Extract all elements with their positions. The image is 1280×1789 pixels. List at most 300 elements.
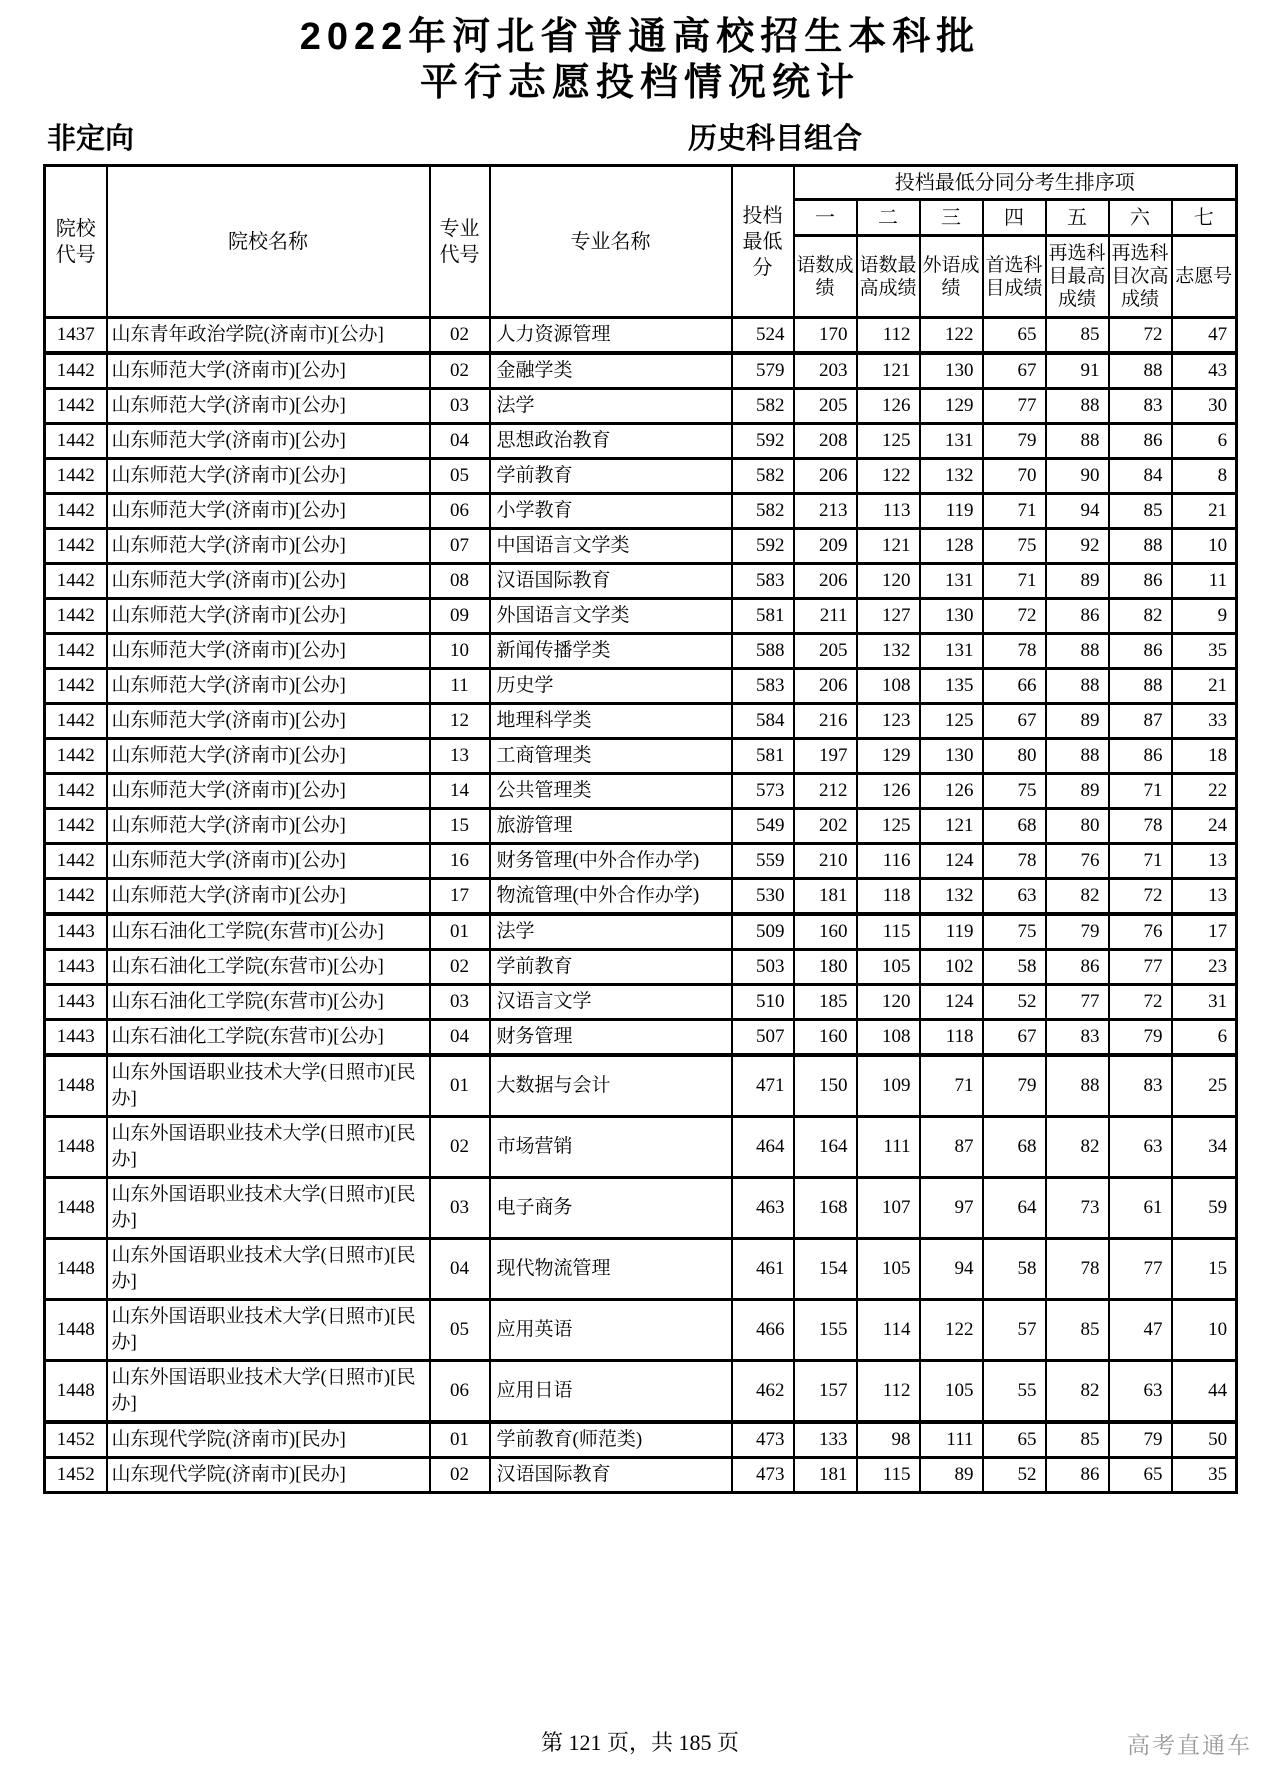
page-title-line2: 平行志愿投档情况统计 [419,62,860,104]
reselect-subject-max-score-cell: 88 [1046,424,1109,459]
school-name-cell: 山东师范大学(济南市)[公办] [107,389,430,424]
school-name-cell: 山东现代学院(济南市)[民办] [107,1458,430,1493]
chinese-math-max-score-cell: 123 [857,704,920,739]
reselect-subject-max-score-cell: 73 [1046,1178,1109,1239]
first-choice-subject-score-cell: 80 [983,739,1046,774]
chinese-math-score-cell: 216 [794,704,857,739]
header-min-score: 投档最低分 [732,166,794,318]
reselect-subject-second-score-cell: 63 [1109,1361,1172,1423]
first-choice-subject-score-cell: 65 [983,318,1046,354]
school-code-cell: 1448 [45,1300,107,1361]
foreign-lang-score-cell: 130 [920,739,983,774]
preference-number-cell: 21 [1172,669,1237,704]
chinese-math-score-cell: 197 [794,739,857,774]
chinese-math-max-score-cell: 129 [857,739,920,774]
chinese-math-score-cell: 168 [794,1178,857,1239]
chinese-math-score-cell: 205 [794,389,857,424]
school-code-cell: 1442 [45,774,107,809]
school-name-cell: 山东师范大学(济南市)[公办] [107,809,430,844]
preference-number-cell: 24 [1172,809,1237,844]
school-name-cell: 山东石油化工学院(东营市)[公办] [107,985,430,1020]
min-score-cell: 461 [732,1239,794,1300]
chinese-math-max-score-cell: 121 [857,529,920,564]
min-score-cell: 583 [732,669,794,704]
school-code-cell: 1443 [45,985,107,1020]
reselect-subject-max-score-cell: 86 [1046,1458,1109,1493]
page-title [0,0,1280,106]
reselect-subject-second-score-cell: 72 [1109,879,1172,915]
header-school-code: 院校代号 [45,166,107,318]
first-choice-subject-score-cell: 68 [983,809,1046,844]
reselect-subject-max-score-cell: 89 [1046,774,1109,809]
chinese-math-max-score-cell: 109 [857,1055,920,1117]
school-name-cell: 山东师范大学(济南市)[公办] [107,844,430,879]
preference-number-cell: 15 [1172,1239,1237,1300]
major-code-cell: 08 [430,564,490,599]
major-code-cell: 12 [430,704,490,739]
foreign-lang-score-cell: 130 [920,353,983,389]
rank-number-header-3: 三 [920,200,983,236]
major-name-cell: 汉语国际教育 [490,564,732,599]
chinese-math-max-score-cell: 115 [857,1458,920,1493]
reselect-subject-second-score-cell: 65 [1109,1458,1172,1493]
major-name-cell: 法学 [490,389,732,424]
school-code-cell: 1448 [45,1239,107,1300]
chinese-math-score-cell: 181 [794,879,857,915]
chinese-math-max-score-cell: 113 [857,494,920,529]
chinese-math-score-cell: 205 [794,634,857,669]
school-code-cell: 1442 [45,529,107,564]
reselect-subject-max-score-cell: 91 [1046,353,1109,389]
rank-label-header-4: 首选科目成绩 [983,236,1046,318]
table-row [45,879,1237,915]
preference-number-cell: 47 [1172,318,1237,354]
school-name-cell: 山东师范大学(济南市)[公办] [107,599,430,634]
major-code-cell: 02 [430,1458,490,1493]
subject-combination-label: 历史科目组合 [688,123,863,155]
major-code-cell: 13 [430,739,490,774]
first-choice-subject-score-cell: 52 [983,1458,1046,1493]
chinese-math-max-score-cell: 121 [857,353,920,389]
school-name-cell: 山东石油化工学院(东营市)[公办] [107,1020,430,1056]
table-row [45,424,1237,459]
reselect-subject-max-score-cell: 88 [1046,739,1109,774]
foreign-lang-score-cell: 94 [920,1239,983,1300]
chinese-math-score-cell: 203 [794,353,857,389]
chinese-math-max-score-cell: 122 [857,459,920,494]
chinese-math-max-score-cell: 116 [857,844,920,879]
min-score-cell: 581 [732,739,794,774]
first-choice-subject-score-cell: 78 [983,844,1046,879]
school-name-cell: 山东师范大学(济南市)[公办] [107,704,430,739]
min-score-cell: 463 [732,1178,794,1239]
major-name-cell: 汉语言文学 [490,985,732,1020]
preference-number-cell: 34 [1172,1117,1237,1178]
preference-number-cell: 8 [1172,459,1237,494]
chinese-math-max-score-cell: 126 [857,389,920,424]
first-choice-subject-score-cell: 75 [983,774,1046,809]
reselect-subject-max-score-cell: 92 [1046,529,1109,564]
table-row [45,353,1237,389]
foreign-lang-score-cell: 118 [920,1020,983,1056]
school-code-cell: 1442 [45,739,107,774]
major-name-cell: 财务管理(中外合作办学) [490,844,732,879]
header-major-name: 专业名称 [490,166,732,318]
page-number-text: 第 121 页，共 185 页 [540,1730,739,1755]
major-code-cell: 14 [430,774,490,809]
foreign-lang-score-cell: 132 [920,879,983,915]
reselect-subject-max-score-cell: 85 [1046,1300,1109,1361]
foreign-lang-score-cell: 122 [920,318,983,354]
preference-number-cell: 30 [1172,389,1237,424]
reselect-subject-max-score-cell: 83 [1046,1020,1109,1056]
first-choice-subject-score-cell: 55 [983,1361,1046,1423]
reselect-subject-second-score-cell: 87 [1109,704,1172,739]
preference-number-cell: 21 [1172,494,1237,529]
major-name-cell: 旅游管理 [490,809,732,844]
table-row [45,669,1237,704]
table-row [45,1458,1237,1493]
chinese-math-score-cell: 170 [794,318,857,354]
reselect-subject-max-score-cell: 88 [1046,1055,1109,1117]
reselect-subject-second-score-cell: 86 [1109,424,1172,459]
reselect-subject-second-score-cell: 71 [1109,844,1172,879]
major-name-cell: 历史学 [490,669,732,704]
foreign-lang-score-cell: 131 [920,564,983,599]
table-row [45,389,1237,424]
chinese-math-max-score-cell: 125 [857,424,920,459]
reselect-subject-max-score-cell: 86 [1046,950,1109,985]
table-row [45,494,1237,529]
foreign-lang-score-cell: 129 [920,389,983,424]
chinese-math-max-score-cell: 120 [857,985,920,1020]
major-code-cell: 01 [430,914,490,950]
table-row [45,564,1237,599]
major-code-cell: 03 [430,1178,490,1239]
rank-number-header-2: 二 [857,200,920,236]
first-choice-subject-score-cell: 79 [983,1055,1046,1117]
first-choice-subject-score-cell: 57 [983,1300,1046,1361]
school-name-cell: 山东师范大学(济南市)[公办] [107,739,430,774]
school-code-cell: 1443 [45,950,107,985]
major-code-cell: 06 [430,494,490,529]
table-row [45,739,1237,774]
school-name-cell: 山东师范大学(济南市)[公办] [107,459,430,494]
header-row-top [45,166,1237,200]
school-name-cell: 山东师范大学(济南市)[公办] [107,353,430,389]
first-choice-subject-score-cell: 75 [983,914,1046,950]
first-choice-subject-score-cell: 68 [983,1117,1046,1178]
foreign-lang-score-cell: 131 [920,634,983,669]
admission-table [43,164,1238,1494]
school-name-cell: 山东外国语职业技术大学(日照市)[民办] [107,1361,430,1423]
major-code-cell: 10 [430,634,490,669]
reselect-subject-second-score-cell: 88 [1109,529,1172,564]
preference-number-cell: 31 [1172,985,1237,1020]
major-code-cell: 01 [430,1055,490,1117]
min-score-cell: 581 [732,599,794,634]
chinese-math-max-score-cell: 125 [857,809,920,844]
school-code-cell: 1437 [45,318,107,354]
reselect-subject-second-score-cell: 86 [1109,634,1172,669]
major-name-cell: 小学教育 [490,494,732,529]
major-name-cell: 公共管理类 [490,774,732,809]
reselect-subject-second-score-cell: 71 [1109,774,1172,809]
preference-number-cell: 18 [1172,739,1237,774]
major-name-cell: 工商管理类 [490,739,732,774]
foreign-lang-score-cell: 111 [920,1422,983,1458]
chinese-math-max-score-cell: 107 [857,1178,920,1239]
school-code-cell: 1442 [45,879,107,915]
table-row [45,914,1237,950]
school-code-cell: 1442 [45,389,107,424]
chinese-math-max-score-cell: 126 [857,774,920,809]
major-code-cell: 15 [430,809,490,844]
school-name-cell: 山东师范大学(济南市)[公办] [107,634,430,669]
reselect-subject-second-score-cell: 83 [1109,1055,1172,1117]
reselect-subject-second-score-cell: 72 [1109,985,1172,1020]
major-name-cell: 中国语言文学类 [490,529,732,564]
table-row [45,459,1237,494]
min-score-cell: 559 [732,844,794,879]
min-score-cell: 503 [732,950,794,985]
reselect-subject-max-score-cell: 85 [1046,1422,1109,1458]
min-score-cell: 592 [732,424,794,459]
major-code-cell: 04 [430,1020,490,1056]
school-code-cell: 1442 [45,599,107,634]
major-name-cell: 汉语国际教育 [490,1458,732,1493]
major-code-cell: 02 [430,353,490,389]
reselect-subject-max-score-cell: 85 [1046,318,1109,354]
school-name-cell: 山东师范大学(济南市)[公办] [107,879,430,915]
preference-number-cell: 44 [1172,1361,1237,1423]
school-code-cell: 1442 [45,494,107,529]
major-code-cell: 05 [430,1300,490,1361]
reselect-subject-max-score-cell: 88 [1046,669,1109,704]
chinese-math-score-cell: 160 [794,1020,857,1056]
chinese-math-score-cell: 211 [794,599,857,634]
first-choice-subject-score-cell: 72 [983,599,1046,634]
reselect-subject-second-score-cell: 84 [1109,459,1172,494]
min-score-cell: 471 [732,1055,794,1117]
foreign-lang-score-cell: 97 [920,1178,983,1239]
min-score-cell: 524 [732,318,794,354]
min-score-cell: 582 [732,459,794,494]
table-row [45,985,1237,1020]
table-row [45,318,1237,354]
school-code-cell: 1443 [45,1020,107,1056]
chinese-math-max-score-cell: 132 [857,634,920,669]
min-score-cell: 473 [732,1422,794,1458]
major-code-cell: 01 [430,1422,490,1458]
reselect-subject-max-score-cell: 89 [1046,564,1109,599]
table-row [45,1300,1237,1361]
preference-number-cell: 6 [1172,424,1237,459]
foreign-lang-score-cell: 122 [920,1300,983,1361]
chinese-math-score-cell: 150 [794,1055,857,1117]
foreign-lang-score-cell: 130 [920,599,983,634]
school-code-cell: 1452 [45,1422,107,1458]
reselect-subject-max-score-cell: 77 [1046,985,1109,1020]
reselect-subject-second-score-cell: 86 [1109,564,1172,599]
reselect-subject-second-score-cell: 88 [1109,353,1172,389]
preference-number-cell: 13 [1172,879,1237,915]
school-name-cell: 山东师范大学(济南市)[公办] [107,494,430,529]
rank-label-header-7: 志愿号 [1172,236,1237,318]
preference-number-cell: 23 [1172,950,1237,985]
school-code-cell: 1448 [45,1117,107,1178]
school-name-cell: 山东外国语职业技术大学(日照市)[民办] [107,1117,430,1178]
reselect-subject-max-score-cell: 82 [1046,1117,1109,1178]
foreign-lang-score-cell: 102 [920,950,983,985]
preference-number-cell: 17 [1172,914,1237,950]
preference-number-cell: 10 [1172,529,1237,564]
page-footer [0,1728,1280,1758]
major-name-cell: 人力资源管理 [490,318,732,354]
first-choice-subject-score-cell: 70 [983,459,1046,494]
school-name-cell: 山东青年政治学院(济南市)[公办] [107,318,430,354]
school-code-cell: 1442 [45,704,107,739]
foreign-lang-score-cell: 131 [920,424,983,459]
preference-number-cell: 33 [1172,704,1237,739]
reselect-subject-max-score-cell: 90 [1046,459,1109,494]
rank-number-header-7: 七 [1172,200,1237,236]
header-major-code: 专业代号 [430,166,490,318]
school-code-cell: 1442 [45,669,107,704]
reselect-subject-max-score-cell: 79 [1046,914,1109,950]
school-code-cell: 1442 [45,564,107,599]
school-name-cell: 山东师范大学(济南市)[公办] [107,529,430,564]
preference-number-cell: 35 [1172,634,1237,669]
school-name-cell: 山东师范大学(济南市)[公办] [107,424,430,459]
chinese-math-max-score-cell: 115 [857,914,920,950]
first-choice-subject-score-cell: 71 [983,494,1046,529]
min-score-cell: 582 [732,494,794,529]
preference-number-cell: 59 [1172,1178,1237,1239]
major-code-cell: 17 [430,879,490,915]
preference-number-cell: 6 [1172,1020,1237,1056]
foreign-lang-score-cell: 119 [920,494,983,529]
major-code-cell: 03 [430,389,490,424]
header-tiebreak-group-title: 投档最低分同分考生排序项 [794,166,1237,200]
foreign-lang-score-cell: 124 [920,844,983,879]
school-name-cell: 山东外国语职业技术大学(日照市)[民办] [107,1239,430,1300]
table-row [45,809,1237,844]
chinese-math-max-score-cell: 105 [857,950,920,985]
chinese-math-score-cell: 206 [794,459,857,494]
major-name-cell: 新闻传播学类 [490,634,732,669]
major-code-cell: 16 [430,844,490,879]
rank-number-header-6: 六 [1109,200,1172,236]
reselect-subject-second-score-cell: 77 [1109,950,1172,985]
reselect-subject-max-score-cell: 88 [1046,634,1109,669]
school-name-cell: 山东外国语职业技术大学(日照市)[民办] [107,1300,430,1361]
chinese-math-score-cell: 202 [794,809,857,844]
reselect-subject-second-score-cell: 85 [1109,494,1172,529]
major-code-cell: 05 [430,459,490,494]
first-choice-subject-score-cell: 78 [983,634,1046,669]
major-code-cell: 06 [430,1361,490,1423]
chinese-math-max-score-cell: 108 [857,669,920,704]
preference-number-cell: 13 [1172,844,1237,879]
reselect-subject-second-score-cell: 86 [1109,739,1172,774]
reselect-subject-second-score-cell: 88 [1109,669,1172,704]
major-code-cell: 02 [430,1117,490,1178]
first-choice-subject-score-cell: 67 [983,704,1046,739]
reselect-subject-max-score-cell: 78 [1046,1239,1109,1300]
table-body [45,318,1237,1493]
major-name-cell: 法学 [490,914,732,950]
chinese-math-score-cell: 155 [794,1300,857,1361]
min-score-cell: 507 [732,1020,794,1056]
min-score-cell: 582 [732,389,794,424]
reselect-subject-second-score-cell: 78 [1109,809,1172,844]
school-name-cell: 山东师范大学(济南市)[公办] [107,669,430,704]
foreign-lang-score-cell: 121 [920,809,983,844]
school-name-cell: 山东外国语职业技术大学(日照市)[民办] [107,1055,430,1117]
chinese-math-score-cell: 212 [794,774,857,809]
major-name-cell: 应用英语 [490,1300,732,1361]
preference-number-cell: 35 [1172,1458,1237,1493]
chinese-math-max-score-cell: 105 [857,1239,920,1300]
chinese-math-score-cell: 181 [794,1458,857,1493]
chinese-math-score-cell: 206 [794,669,857,704]
reselect-subject-second-score-cell: 83 [1109,389,1172,424]
first-choice-subject-score-cell: 65 [983,1422,1046,1458]
major-name-cell: 物流管理(中外合作办学) [490,879,732,915]
major-code-cell: 07 [430,529,490,564]
header-school-name: 院校名称 [107,166,430,318]
chinese-math-score-cell: 210 [794,844,857,879]
rank-label-header-3: 外语成绩 [920,236,983,318]
table-row [45,599,1237,634]
table-row [45,1361,1237,1423]
chinese-math-max-score-cell: 112 [857,318,920,354]
foreign-lang-score-cell: 126 [920,774,983,809]
min-score-cell: 530 [732,879,794,915]
school-name-cell: 山东石油化工学院(东营市)[公办] [107,914,430,950]
reselect-subject-max-score-cell: 82 [1046,1361,1109,1423]
chinese-math-max-score-cell: 118 [857,879,920,915]
table-row [45,1422,1237,1458]
table-row [45,1117,1237,1178]
first-choice-subject-score-cell: 66 [983,669,1046,704]
reselect-subject-second-score-cell: 79 [1109,1422,1172,1458]
table-row [45,774,1237,809]
table-row [45,950,1237,985]
chinese-math-max-score-cell: 98 [857,1422,920,1458]
preference-number-cell: 50 [1172,1422,1237,1458]
preference-number-cell: 10 [1172,1300,1237,1361]
min-score-cell: 579 [732,353,794,389]
reselect-subject-max-score-cell: 76 [1046,844,1109,879]
first-choice-subject-score-cell: 64 [983,1178,1046,1239]
first-choice-subject-score-cell: 71 [983,564,1046,599]
table-row [45,1239,1237,1300]
chinese-math-score-cell: 164 [794,1117,857,1178]
chinese-math-score-cell: 209 [794,529,857,564]
foreign-lang-score-cell: 125 [920,704,983,739]
min-score-cell: 592 [732,529,794,564]
chinese-math-score-cell: 160 [794,914,857,950]
first-choice-subject-score-cell: 63 [983,879,1046,915]
chinese-math-max-score-cell: 112 [857,1361,920,1423]
major-name-cell: 市场营销 [490,1117,732,1178]
foreign-lang-score-cell: 124 [920,985,983,1020]
rank-label-header-6: 再选科目次高成绩 [1109,236,1172,318]
subheader [0,106,1280,164]
reselect-subject-second-score-cell: 61 [1109,1178,1172,1239]
